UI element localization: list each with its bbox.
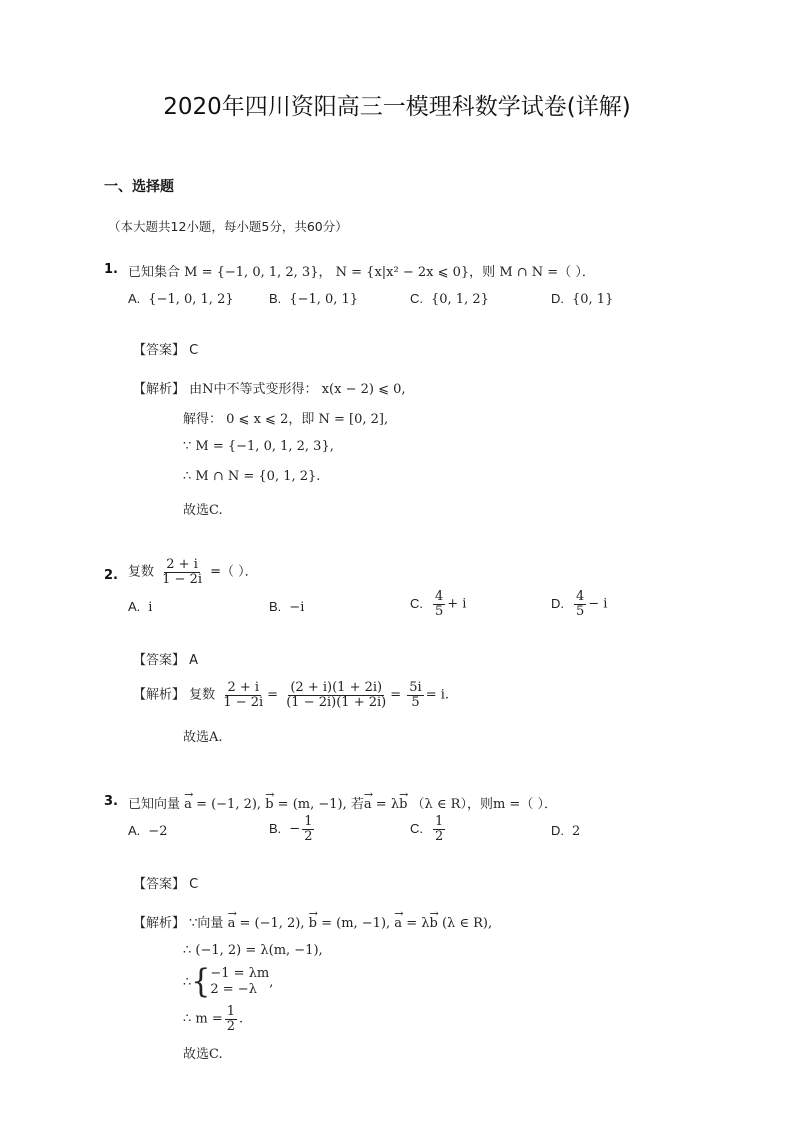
section-heading: 一、选择题 bbox=[104, 179, 174, 195]
solution-step: 故选C. bbox=[183, 503, 223, 518]
option-d: D. 2 bbox=[551, 823, 581, 839]
answer-value: C bbox=[189, 343, 199, 358]
section-note: （本大题共12小题，每小题5分，共60分） bbox=[108, 219, 348, 234]
solution-step: 解得： 0 ⩽ x ⩽ 2，即 N = [0, 2], bbox=[183, 412, 389, 427]
question-number: 3. bbox=[104, 794, 118, 809]
question-stem: 已知集合 M = {−1, 0, 1, 2, 3}， N = {x|x² − 2x ⩽ 0}，则 M ∩ N =（ ）． bbox=[128, 265, 595, 280]
option-a: A. {−1, 0, 1, 2} bbox=[128, 291, 234, 307]
solution-step: ∴ (−1, 2) = λ(m, −1), bbox=[183, 943, 323, 958]
answer-line: 【答案】 C bbox=[133, 877, 199, 892]
solution-step: ∵ M = {−1, 0, 1, 2, 3}, bbox=[183, 439, 334, 454]
question-stem: 复数 $\frac{2 + i}{1 - 2i}$ =（ ）． bbox=[128, 557, 258, 587]
option-b: B. −i bbox=[269, 599, 305, 615]
option-c: C. $\frac{4}{5}$ + i bbox=[410, 589, 467, 619]
analysis-line: 【解析】 ∵向量 → a = (−1, 2), → b = (m, −1), → a = λ→ b (λ ∈ R), bbox=[133, 912, 492, 931]
question-stem: 已知向量 → a = (−1, 2), → b = (m, −1), 若→ a = λ→ b （λ ∈ R），则m =（ ）． bbox=[128, 793, 557, 812]
solution-step: ∴ m = $\frac{1}{2}$ . bbox=[183, 1004, 244, 1034]
question-number: 2. bbox=[104, 568, 118, 583]
analysis-line: 【解析】 由N中不等式变形得： x(x − 2) ⩽ 0, bbox=[133, 382, 406, 397]
question-number: 1. bbox=[104, 262, 118, 277]
analysis-line: 【解析】 复数 $\frac{2 + i}{1 - 2i}$ = $\frac{(2 + i)(1 + 2i)}{(1 - 2i)(1 + 2i)}$ = $\frac{5i}{5}$ = i. bbox=[133, 680, 450, 710]
option-b: B. {−1, 0, 1} bbox=[269, 291, 359, 307]
option-a: A. −2 bbox=[128, 823, 168, 839]
answer-line: 【答案】 A bbox=[133, 653, 199, 668]
option-c: C. $\frac{1}{2}$ bbox=[410, 814, 444, 844]
option-a: A. i bbox=[128, 599, 153, 615]
solution-step: ∴ M ∩ N = {0, 1, 2}. bbox=[183, 469, 321, 484]
answer-line: 【答案】 C bbox=[133, 343, 199, 358]
page-title: 2020年四川资阳高三一模理科数学试卷(详解) bbox=[163, 94, 631, 120]
option-b: B. − $\frac{1}{2}$ bbox=[269, 814, 313, 844]
solution-step: 故选A. bbox=[183, 730, 223, 745]
answer-value: A bbox=[189, 653, 199, 668]
option-c: C. {0, 1, 2} bbox=[410, 291, 489, 307]
solution-step: 故选C. bbox=[183, 1047, 223, 1062]
option-d: D. $\frac{4}{5}$ − i bbox=[551, 589, 608, 619]
answer-value: C bbox=[189, 877, 199, 892]
option-d: D. {0, 1} bbox=[551, 291, 614, 307]
solution-step: ∴{ −1 = λm 2 = −λ , bbox=[183, 962, 274, 1001]
